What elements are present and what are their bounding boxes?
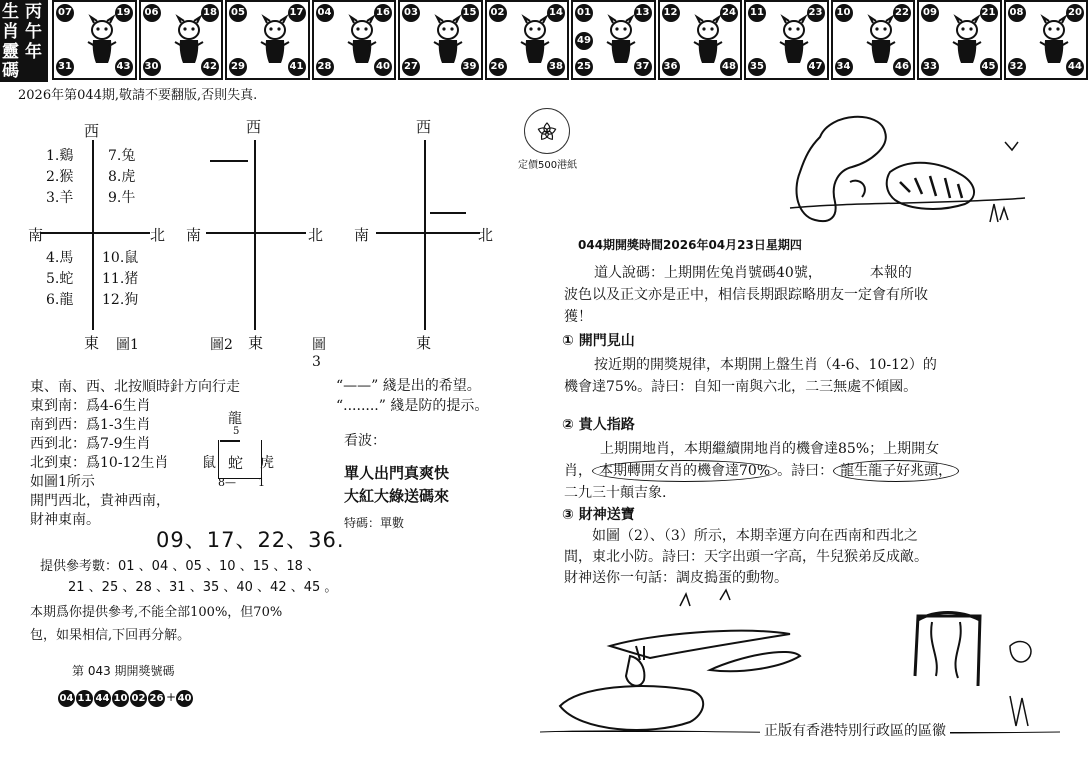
zodiac-number: 08: [1008, 4, 1026, 22]
zodiac-number: 11: [748, 4, 766, 22]
draw-ball: 26: [148, 690, 165, 707]
list-item: 2.猴: [46, 169, 74, 185]
zodiac-number: 46: [893, 58, 911, 76]
zodiac-cell-pig: [1004, 0, 1088, 80]
zodiac-number: 47: [807, 58, 825, 76]
zodiac-number: 44: [1066, 58, 1084, 76]
fig3-label: 圖3: [312, 337, 326, 370]
region-emblem-icon: [524, 108, 570, 154]
monkey-icon: [774, 16, 814, 66]
title-char: 肖: [2, 22, 19, 42]
zodiac-number: 30: [143, 58, 161, 76]
dir-north: 北: [308, 226, 324, 244]
fig1-label: 圖1: [116, 337, 139, 353]
zodiac-strip: [0, 0, 1080, 82]
zodiac-number: 13: [634, 4, 652, 22]
pig-icon: [1034, 16, 1074, 66]
draw-ball: 44: [94, 690, 111, 707]
zodiac-number: 42: [201, 58, 219, 76]
reference-numbers-1: 提供參考數：01 、04 、05 、10 、15 、18 、: [40, 559, 321, 574]
zodiac-list-lower-right: [102, 248, 138, 311]
dir-north: 北: [150, 226, 166, 244]
zodiac-number: 41: [288, 58, 306, 76]
box-center: 蛇: [228, 454, 244, 472]
reference-numbers-2: 21 、25 、28 、31 、35 、40 、42 、45 。: [68, 580, 338, 595]
section-title-3: ③ 財神送寶: [562, 507, 635, 523]
tiger-rock-illustration: [790, 112, 1030, 232]
zodiac-cell-ox: [139, 0, 224, 80]
draw-ball: 02: [130, 690, 147, 707]
dog-icon: [947, 16, 987, 66]
rule-line: 北到東：爲10-12生肖: [30, 455, 169, 471]
zodiac-number: 45: [980, 58, 998, 76]
dir-south: 南: [28, 226, 44, 244]
title-char: 生: [2, 2, 19, 22]
zodiac-cell-tiger: [225, 0, 310, 80]
box-top: 龍: [228, 411, 242, 427]
intro-line: 波色以及正文亦是正中，相信長期跟踪略朋友一定會有所收: [564, 287, 928, 303]
section-line: 按近期的開獎規律，本期開上盤生肖（4-6、10-12）的: [594, 357, 937, 373]
zodiac-number: 48: [720, 58, 738, 76]
zodiac-list-lower-left: [46, 248, 73, 311]
compass-figure-2: [180, 110, 330, 370]
title-char: 年: [25, 42, 42, 62]
box-right: 虎: [260, 455, 274, 471]
section-line: 二九三十顛吉象.: [564, 485, 667, 501]
box-bottom-right: 1: [258, 476, 265, 489]
zodiac-number: 19: [115, 4, 133, 22]
dir-west: 西: [246, 118, 262, 136]
legend-hope: “——” 綫是出的希望。: [336, 378, 481, 394]
zodiac-number: 32: [1008, 58, 1026, 76]
fig2-label: 圖2: [210, 337, 233, 353]
dir-west: 西: [416, 118, 432, 136]
box-left: 鼠: [202, 455, 216, 471]
zodiac-number: 24: [720, 4, 738, 22]
zodiac-number: 23: [807, 4, 825, 22]
zodiac-number: 20: [1066, 4, 1084, 22]
intro-line: 道人說碼：上期開佐兔肖號碼40號，: [594, 265, 822, 281]
section-line: 如圖（2）、（3）所示，本期幸運方向在西南和西北之: [592, 528, 918, 544]
zodiac-cell-horse: [571, 0, 656, 80]
draw-ball: 11: [76, 690, 93, 707]
zodiac-number: 07: [56, 4, 74, 22]
list-item: 5.蛇: [46, 271, 74, 287]
rule-line: 如圖1所示: [30, 474, 95, 490]
zodiac-number: 33: [921, 58, 939, 76]
dir-east: 東: [248, 334, 264, 352]
section-2-body: [564, 438, 1014, 504]
tiger-icon: [255, 16, 295, 66]
zodiac-number: 31: [56, 58, 74, 76]
dir-east: 東: [84, 334, 100, 352]
disclaimer-1: 本期爲你提供參考,不能全部100%，但70%: [30, 605, 283, 620]
intro-line-tail: 本報的: [869, 265, 912, 281]
list-item: 12.狗: [102, 292, 139, 308]
draw-ball: 04: [58, 690, 75, 707]
draw-ball: 40: [176, 690, 193, 707]
zodiac-number: 05: [229, 4, 247, 22]
dragon-icon: [428, 16, 468, 66]
draw-time: 044期開獎時間2026年04月23日星期四: [578, 238, 802, 252]
zodiac-number: 36: [662, 58, 680, 76]
rabbit-icon: [342, 16, 382, 66]
section-3-body: [564, 526, 1014, 589]
section-line: 肖，: [564, 463, 592, 479]
zodiac-number: 10: [835, 4, 853, 22]
zodiac-cell-dragon: [398, 0, 483, 80]
title-char: 靈: [2, 42, 19, 62]
line-legend: [336, 376, 488, 416]
zodiac-list-upper-right: [108, 146, 135, 209]
title-block: [0, 0, 48, 82]
zodiac-cell-rooster: [831, 0, 916, 80]
goat-icon: [688, 16, 728, 66]
circled-phrase: 本期轉開女肖的機會達70%: [592, 460, 777, 482]
box-top-num: 5: [233, 426, 240, 437]
snake-icon: [515, 16, 555, 66]
dir-south: 南: [354, 226, 370, 244]
zodiac-cell-monkey: [744, 0, 829, 80]
section-line: 財神送你一句話：調皮搗蛋的動物。: [564, 570, 788, 586]
list-item: 9.牛: [108, 190, 136, 206]
poem-line: 大紅大綠送碼來: [344, 487, 450, 505]
intro-line: 獲！: [564, 309, 592, 325]
circled-phrase: 龍生龍子好兆頭，: [833, 460, 959, 482]
zodiac-number: 26: [489, 58, 507, 76]
list-item: 1.鷄: [46, 148, 74, 164]
zodiac-number: 35: [748, 58, 766, 76]
disclaimer-2: 包，如果相信,下回再分解。: [30, 628, 191, 643]
section-line: 上期開地肖，本期繼續開地肖的機會達85%；上期開女: [600, 441, 940, 457]
section-1-body: [564, 354, 1004, 398]
zodiac-number: 49: [575, 32, 593, 50]
zodiac-number: 09: [921, 4, 939, 22]
rat-icon: [82, 16, 122, 66]
zodiac-number: 02: [489, 4, 507, 22]
zodiac-number: 21: [980, 4, 998, 22]
last-draw-label: 第 043 期開獎號碼: [72, 664, 175, 678]
title-char: 碼: [2, 61, 19, 81]
section-line: 機會達75%。詩曰：自知一南與六北，二三無處不傾國。: [564, 379, 918, 395]
intro-paragraph: [564, 262, 994, 328]
zodiac-list-upper-left: [46, 146, 73, 209]
zodiac-number: 22: [893, 4, 911, 22]
section-line: 間，東北小防。詩曰：天字出頭一字高，牛兒猴弟反成敵。: [564, 549, 928, 565]
title-char: 午: [25, 22, 42, 42]
list-item: 7.兔: [108, 148, 136, 164]
price-label: 定價500港紙: [518, 160, 578, 171]
zodiac-number: 25: [575, 58, 593, 76]
rooster-icon: [861, 16, 901, 66]
draw-ball: 10: [112, 690, 129, 707]
zodiac-number: 12: [662, 4, 680, 22]
list-item: 10.鼠: [102, 250, 139, 266]
main-picks: 09、17、22、36.: [156, 528, 345, 552]
zodiac-number: 38: [547, 58, 565, 76]
zodiac-number: 40: [374, 58, 392, 76]
zodiac-number: 16: [374, 4, 392, 22]
zodiac-cell-goat: [658, 0, 743, 80]
dir-south: 南: [186, 226, 202, 244]
section-title-2: ② 貴人指路: [562, 417, 635, 433]
list-item: 3.羊: [46, 190, 74, 206]
compass-figure-3: [350, 110, 500, 360]
zodiac-number: 39: [461, 58, 479, 76]
rule-line: 東、南、西、北按順時針方向行走: [30, 379, 240, 395]
rule-line: 東到南：爲4-6生肖: [30, 398, 151, 414]
rule-line: 南到西：爲1-3生肖: [30, 417, 151, 433]
box-bottom-left: 8—: [218, 476, 236, 489]
zodiac-number: 06: [143, 4, 161, 22]
list-item: 6.龍: [46, 292, 74, 308]
genuine-edition-footer: 正版有香港特別行政區的區徽: [760, 718, 950, 742]
zodiac-number: 34: [835, 58, 853, 76]
zodiac-cell-rabbit: [312, 0, 397, 80]
zodiac-box-diagram: [200, 408, 290, 488]
ox-icon: [169, 16, 209, 66]
zodiac-number: 14: [547, 4, 565, 22]
zodiac-number: 37: [634, 58, 652, 76]
zodiac-cell-rat: [52, 0, 137, 80]
zodiac-cell-snake: [485, 0, 570, 80]
zodiac-number: 27: [402, 58, 420, 76]
zodiac-number: 28: [316, 58, 334, 76]
zodiac-number: 29: [229, 58, 247, 76]
list-item: 11.猪: [102, 271, 139, 287]
section-line: 。詩曰：: [777, 463, 834, 479]
zodiac-number: 18: [201, 4, 219, 22]
list-item: 8.虎: [108, 169, 136, 185]
zodiac-number: 17: [288, 4, 306, 22]
rule-line: 開門西北，貴神西南，: [30, 493, 170, 509]
section-title-1: ① 開門見山: [562, 333, 635, 349]
dir-west: 西: [84, 122, 100, 140]
special-code: 特碼：單數: [344, 516, 405, 530]
zodiac-number: 01: [575, 4, 593, 22]
legend-guard: “........” 綫是防的提示。: [336, 398, 489, 414]
last-draw-balls: 04 11 44 10 02 26 + 40: [58, 686, 194, 707]
zodiac-number: 15: [461, 4, 479, 22]
dir-east: 東: [416, 334, 432, 352]
horse-icon: [601, 16, 641, 66]
rule-line: 西到北：爲7-9生肖: [30, 436, 151, 452]
list-item: 4.馬: [46, 250, 74, 266]
zodiac-number: 04: [316, 4, 334, 22]
zodiac-number: 43: [115, 58, 133, 76]
poem: [344, 462, 449, 508]
dir-north: 北: [478, 226, 494, 244]
poem-line: 單人出門真爽快: [344, 464, 450, 482]
compass-figure-1: [20, 110, 180, 360]
edition-notice: 2026年第044期,敬請不要翻版,否則失真.: [18, 88, 258, 103]
look-label: 看波：: [344, 433, 386, 449]
title-char: 丙: [25, 2, 42, 22]
zodiac-number: 03: [402, 4, 420, 22]
zodiac-cell-dog: [917, 0, 1002, 80]
rule-line: 財神東南。: [30, 512, 100, 528]
